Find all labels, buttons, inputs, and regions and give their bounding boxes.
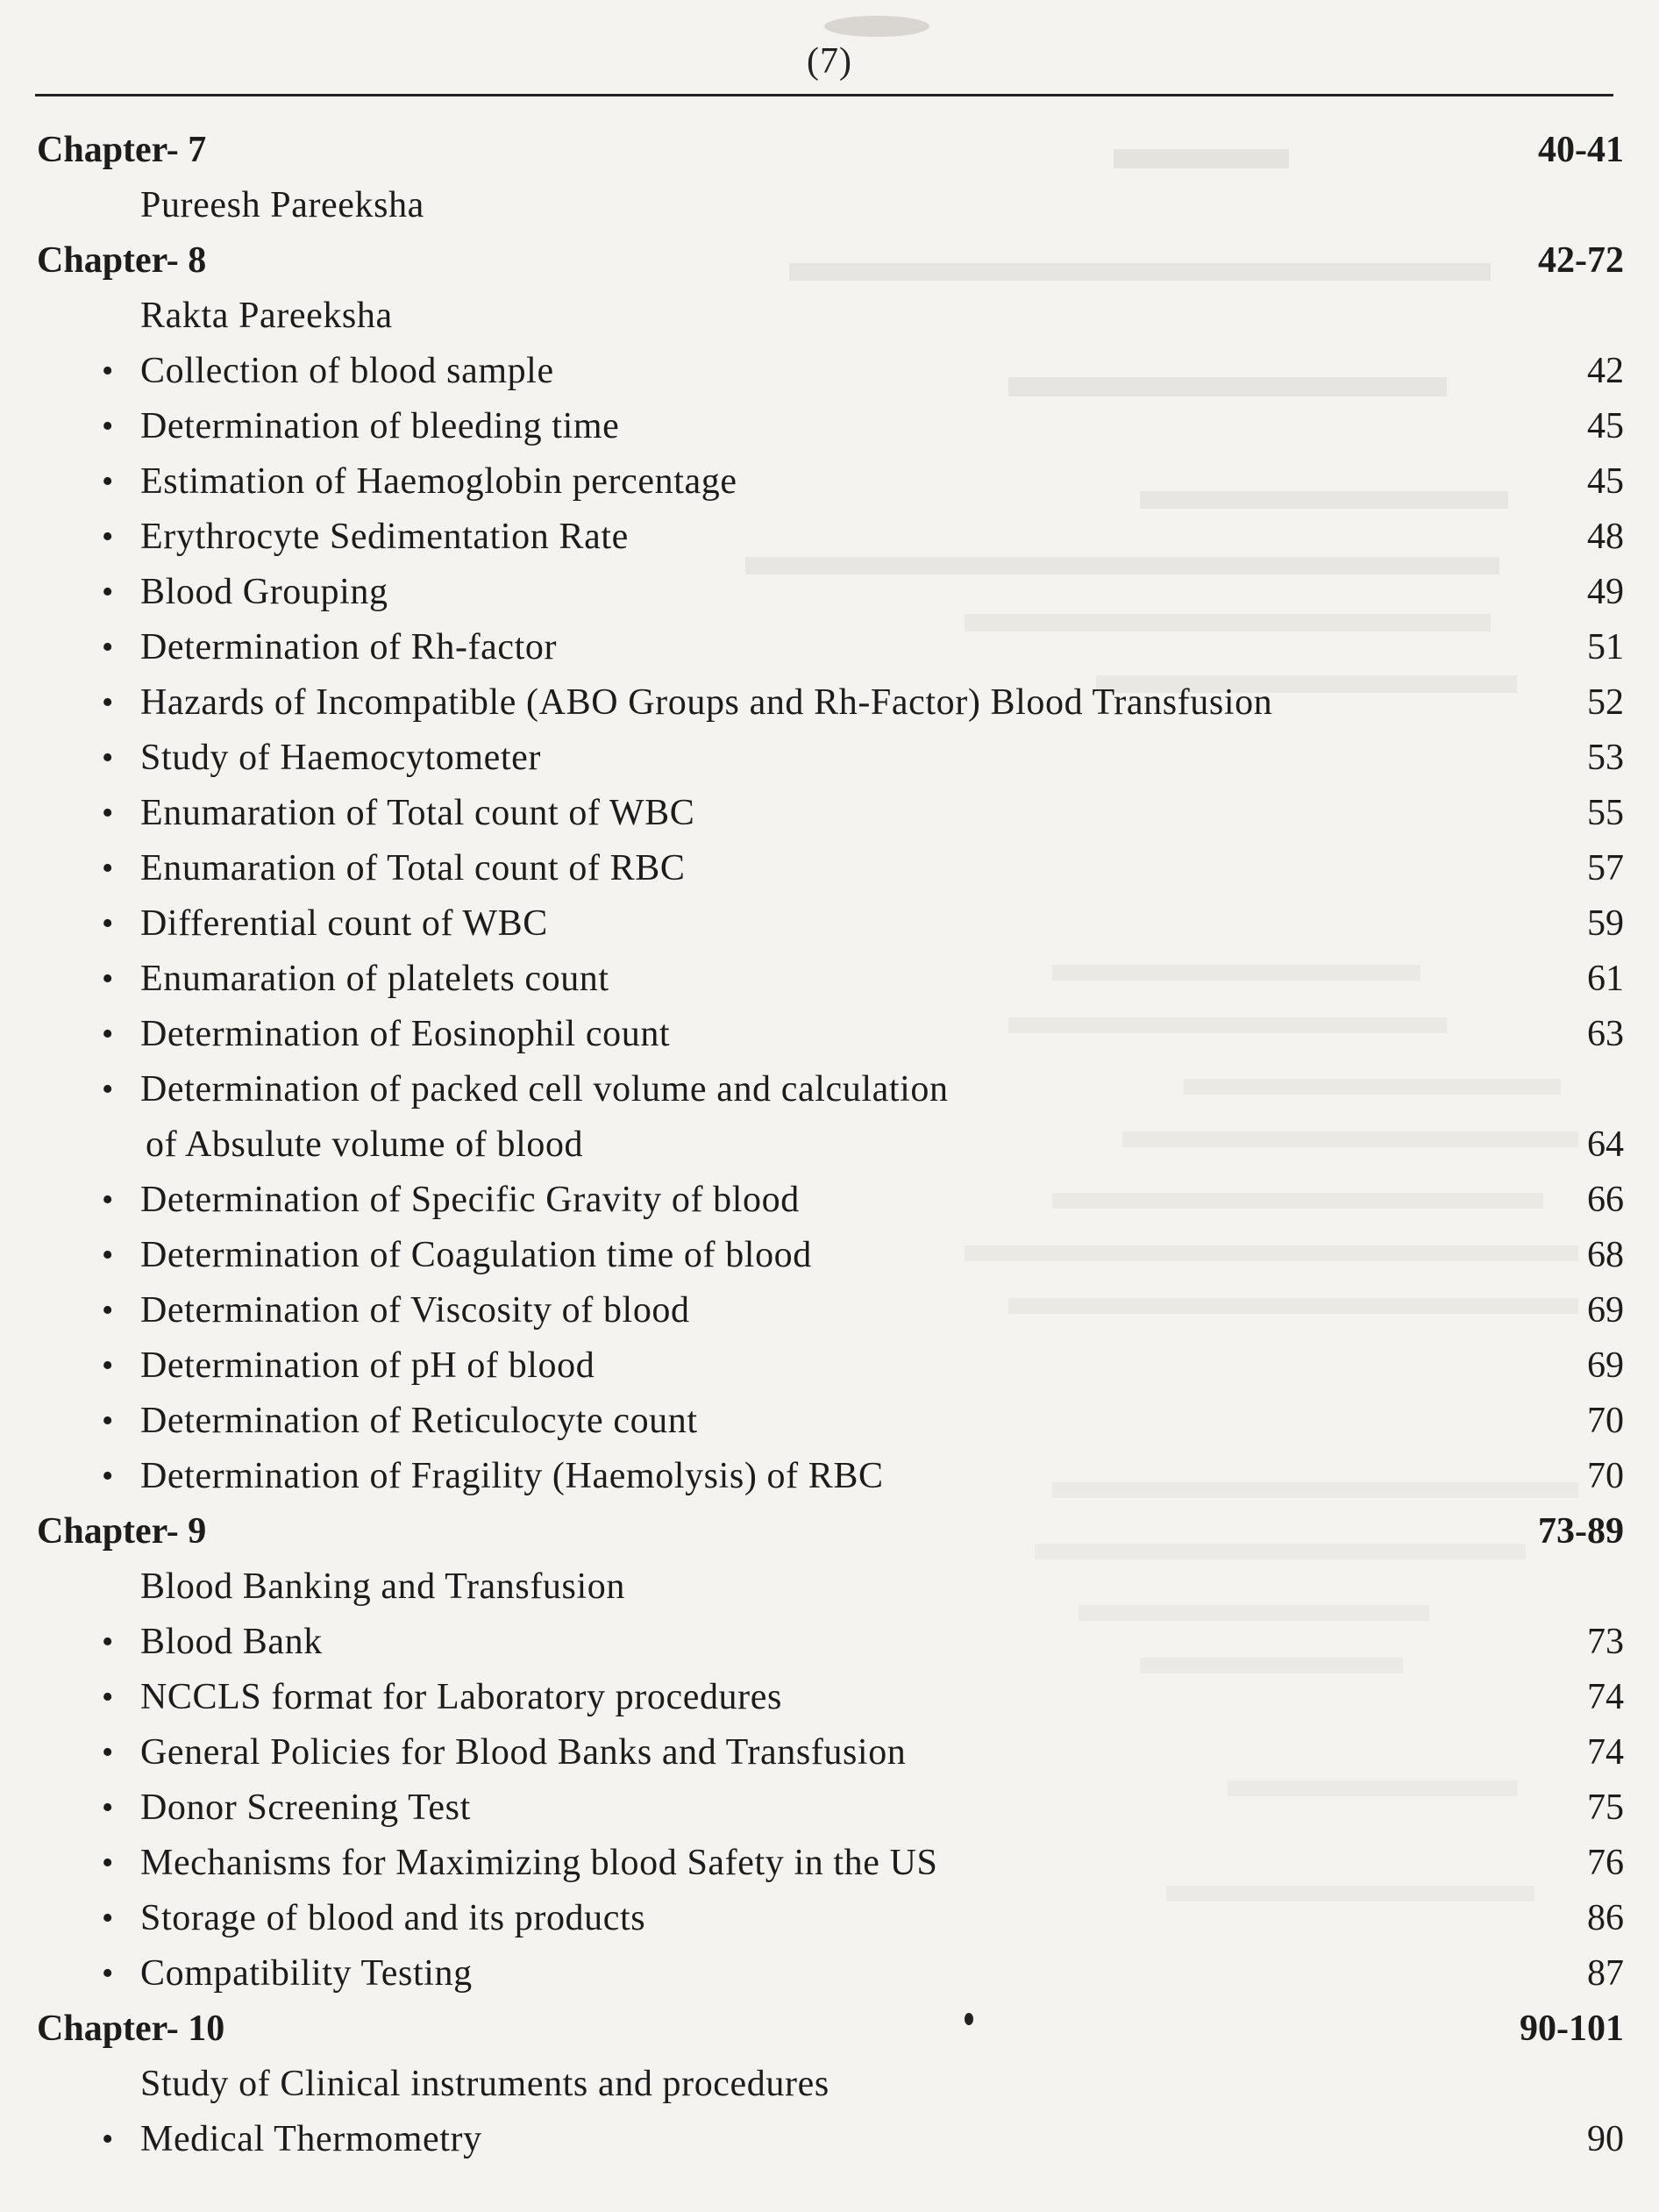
toc-entry bbox=[37, 675, 1624, 731]
toc-entry bbox=[37, 1836, 1624, 1891]
toc-entry-title: Enumaration of Total count of WBC bbox=[140, 793, 695, 833]
toc-entry-title: General Policies for Blood Banks and Transfusion bbox=[140, 1732, 907, 1773]
toc-page-number: 49 bbox=[1587, 572, 1624, 612]
toc-entry bbox=[37, 1283, 1624, 1338]
toc-entry-title: Blood Banking and Transfusion bbox=[140, 1566, 625, 1607]
table-of-contents bbox=[37, 123, 1624, 2167]
toc-entry-title: Medical Thermometry bbox=[140, 2119, 482, 2159]
toc-chapter-heading bbox=[37, 123, 1624, 178]
toc-entry bbox=[37, 1780, 1624, 1836]
header-rule bbox=[35, 94, 1613, 96]
toc-entry-title: Blood Grouping bbox=[140, 572, 388, 612]
toc-chapter-subtitle bbox=[37, 178, 1624, 233]
bullet-icon: • bbox=[102, 574, 114, 610]
bullet-icon: • bbox=[102, 795, 114, 831]
toc-entry-title: Determination of Eosinophil count bbox=[140, 1014, 671, 1054]
bullet-icon: • bbox=[102, 1458, 114, 1495]
toc-page-number: 74 bbox=[1587, 1732, 1624, 1773]
toc-entry bbox=[37, 2112, 1624, 2167]
toc-entry-title: Determination of packed cell volume and calculation bbox=[140, 1069, 949, 1110]
toc-entry bbox=[37, 620, 1624, 675]
toc-entry-title: Storage of blood and its products bbox=[140, 1898, 646, 1938]
toc-page-number: 64 bbox=[1587, 1124, 1624, 1165]
toc-page-number: 70 bbox=[1587, 1401, 1624, 1441]
toc-page-number: 59 bbox=[1587, 903, 1624, 944]
toc-page-number: 69 bbox=[1587, 1290, 1624, 1331]
toc-chapter-subtitle bbox=[37, 2057, 1624, 2112]
toc-entry-title: Hazards of Incompatible (ABO Groups and Rh-Factor) Blood Transfusion bbox=[140, 682, 1273, 723]
toc-entry-title: Study of Clinical instruments and procedures bbox=[140, 2064, 830, 2104]
toc-entry bbox=[37, 896, 1624, 952]
toc-entry bbox=[37, 510, 1624, 565]
toc-entry-title: Determination of pH of blood bbox=[140, 1345, 595, 1386]
toc-page-number: 63 bbox=[1587, 1014, 1624, 1054]
toc-page-number: 74 bbox=[1587, 1677, 1624, 1717]
toc-chapter-subtitle bbox=[37, 289, 1624, 344]
toc-entry-title: Chapter- 7 bbox=[37, 130, 207, 170]
toc-entry-title: Determination of bleeding time bbox=[140, 406, 620, 446]
toc-page-number: 90-101 bbox=[1520, 2009, 1624, 2049]
bullet-icon: • bbox=[102, 353, 114, 389]
bullet-icon: • bbox=[102, 1292, 114, 1329]
toc-page-number: 45 bbox=[1587, 406, 1624, 446]
toc-entry-title: Determination of Rh-factor bbox=[140, 627, 558, 667]
bullet-icon: • bbox=[102, 1347, 114, 1384]
bullet-icon: • bbox=[102, 850, 114, 887]
toc-entry bbox=[37, 1338, 1624, 1394]
toc-page-number: 69 bbox=[1587, 1345, 1624, 1386]
bullet-icon: • bbox=[102, 463, 114, 500]
toc-page-number: 53 bbox=[1587, 738, 1624, 778]
toc-page-number: 42-72 bbox=[1538, 240, 1624, 281]
bullet-icon: • bbox=[102, 1845, 114, 1881]
toc-chapter-heading bbox=[37, 1504, 1624, 1559]
bullet-icon: • bbox=[102, 1016, 114, 1052]
toc-page-number: 66 bbox=[1587, 1180, 1624, 1220]
toc-entry bbox=[37, 1670, 1624, 1725]
bullet-icon: • bbox=[102, 1623, 114, 1660]
toc-entry-title: NCCLS format for Laboratory procedures bbox=[140, 1677, 782, 1717]
toc-page-number: 86 bbox=[1587, 1898, 1624, 1938]
toc-entry bbox=[37, 1946, 1624, 2002]
toc-entry-title: Determination of Reticulocyte count bbox=[140, 1401, 698, 1441]
toc-entry-title: Collection of blood sample bbox=[140, 351, 554, 391]
page-number: (7) bbox=[807, 41, 852, 82]
toc-entry bbox=[37, 1062, 1624, 1117]
toc-entry-title: Rakta Pareeksha bbox=[140, 296, 393, 336]
toc-entry bbox=[37, 399, 1624, 454]
toc-page-number: 73 bbox=[1587, 1622, 1624, 1662]
toc-page-number: 90 bbox=[1587, 2119, 1624, 2159]
toc-page-number: 42 bbox=[1587, 351, 1624, 391]
toc-entry bbox=[37, 841, 1624, 896]
toc-entry bbox=[37, 1449, 1624, 1504]
toc-entry-title: Compatibility Testing bbox=[140, 1953, 473, 1994]
toc-entry bbox=[37, 1007, 1624, 1062]
toc-entry-title: Mechanisms for Maximizing blood Safety in the US bbox=[140, 1843, 938, 1883]
toc-entry bbox=[37, 786, 1624, 841]
toc-entry-title: Determination of Viscosity of blood bbox=[140, 1290, 690, 1331]
bullet-icon: • bbox=[102, 629, 114, 666]
toc-entry bbox=[37, 1228, 1624, 1283]
toc-entry bbox=[37, 1615, 1624, 1670]
toc-page-number: 48 bbox=[1587, 517, 1624, 557]
toc-entry bbox=[37, 1173, 1624, 1228]
toc-page-number: 73-89 bbox=[1538, 1511, 1624, 1552]
toc-chapter-heading bbox=[37, 233, 1624, 289]
bullet-icon: • bbox=[102, 1402, 114, 1439]
toc-entry-title: Chapter- 10 bbox=[37, 2009, 225, 2049]
bullet-icon: • bbox=[102, 1071, 114, 1108]
toc-chapter-subtitle bbox=[37, 1559, 1624, 1615]
toc-entry bbox=[37, 454, 1624, 510]
toc-entry-continuation bbox=[37, 1117, 1624, 1173]
bullet-icon: • bbox=[102, 960, 114, 997]
toc-chapter-heading bbox=[37, 2002, 1624, 2057]
toc-page-number: 52 bbox=[1587, 682, 1624, 723]
toc-entry-title: Study of Haemocytometer bbox=[140, 738, 542, 778]
bullet-icon: • bbox=[102, 684, 114, 721]
toc-entry bbox=[37, 1725, 1624, 1780]
toc-entry-title: Erythrocyte Sedimentation Rate bbox=[140, 517, 629, 557]
toc-page-number: 76 bbox=[1587, 1843, 1624, 1883]
toc-entry-title: Blood Bank bbox=[140, 1622, 323, 1662]
toc-page-number: 45 bbox=[1587, 461, 1624, 502]
toc-entry-title: Determination of Coagulation time of blood bbox=[140, 1235, 812, 1275]
bullet-icon: • bbox=[102, 1181, 114, 1218]
toc-entry-title: Estimation of Haemoglobin percentage bbox=[140, 461, 737, 502]
toc-page-number: 87 bbox=[1587, 1953, 1624, 1994]
toc-page-number: 61 bbox=[1587, 959, 1624, 999]
toc-entry-title: Differential count of WBC bbox=[140, 903, 548, 944]
toc-entry-title: Donor Screening Test bbox=[140, 1787, 471, 1828]
bullet-icon: • bbox=[102, 739, 114, 776]
toc-page-number: 55 bbox=[1587, 793, 1624, 833]
toc-entry-title: Enumaration of Total count of RBC bbox=[140, 848, 686, 888]
bullet-icon: • bbox=[102, 1789, 114, 1826]
bullet-icon: • bbox=[102, 1900, 114, 1937]
toc-page-number: 51 bbox=[1587, 627, 1624, 667]
bullet-icon: • bbox=[102, 1679, 114, 1716]
toc-entry-title: Pureesh Pareeksha bbox=[140, 185, 424, 225]
toc-entry bbox=[37, 731, 1624, 786]
toc-entry-title: Determination of Fragility (Haemolysis) of RBC bbox=[140, 1456, 884, 1496]
toc-page-number: 57 bbox=[1587, 848, 1624, 888]
toc-page-number: 70 bbox=[1587, 1456, 1624, 1496]
toc-entry-title: Chapter- 8 bbox=[37, 240, 207, 281]
bullet-icon: • bbox=[102, 1237, 114, 1274]
toc-entry bbox=[37, 565, 1624, 620]
toc-entry-title: Chapter- 9 bbox=[37, 1511, 207, 1552]
toc-entry bbox=[37, 1394, 1624, 1449]
toc-entry bbox=[37, 952, 1624, 1007]
bullet-icon: • bbox=[102, 408, 114, 445]
bullet-icon: • bbox=[102, 905, 114, 942]
ink-speck bbox=[965, 2013, 973, 2025]
toc-page-number: 40-41 bbox=[1538, 130, 1624, 170]
toc-entry-title: of Absulute volume of blood bbox=[146, 1124, 584, 1165]
toc-entry-title: Determination of Specific Gravity of blood bbox=[140, 1180, 800, 1220]
toc-entry-title: Enumaration of platelets count bbox=[140, 959, 609, 999]
toc-entry bbox=[37, 344, 1624, 399]
toc-entry bbox=[37, 1891, 1624, 1946]
toc-page-number: 68 bbox=[1587, 1235, 1624, 1275]
bullet-icon: • bbox=[102, 1734, 114, 1771]
toc-page-number: 75 bbox=[1587, 1787, 1624, 1828]
bullet-icon: • bbox=[102, 1955, 114, 1992]
bullet-icon: • bbox=[102, 2121, 114, 2158]
bullet-icon: • bbox=[102, 518, 114, 555]
